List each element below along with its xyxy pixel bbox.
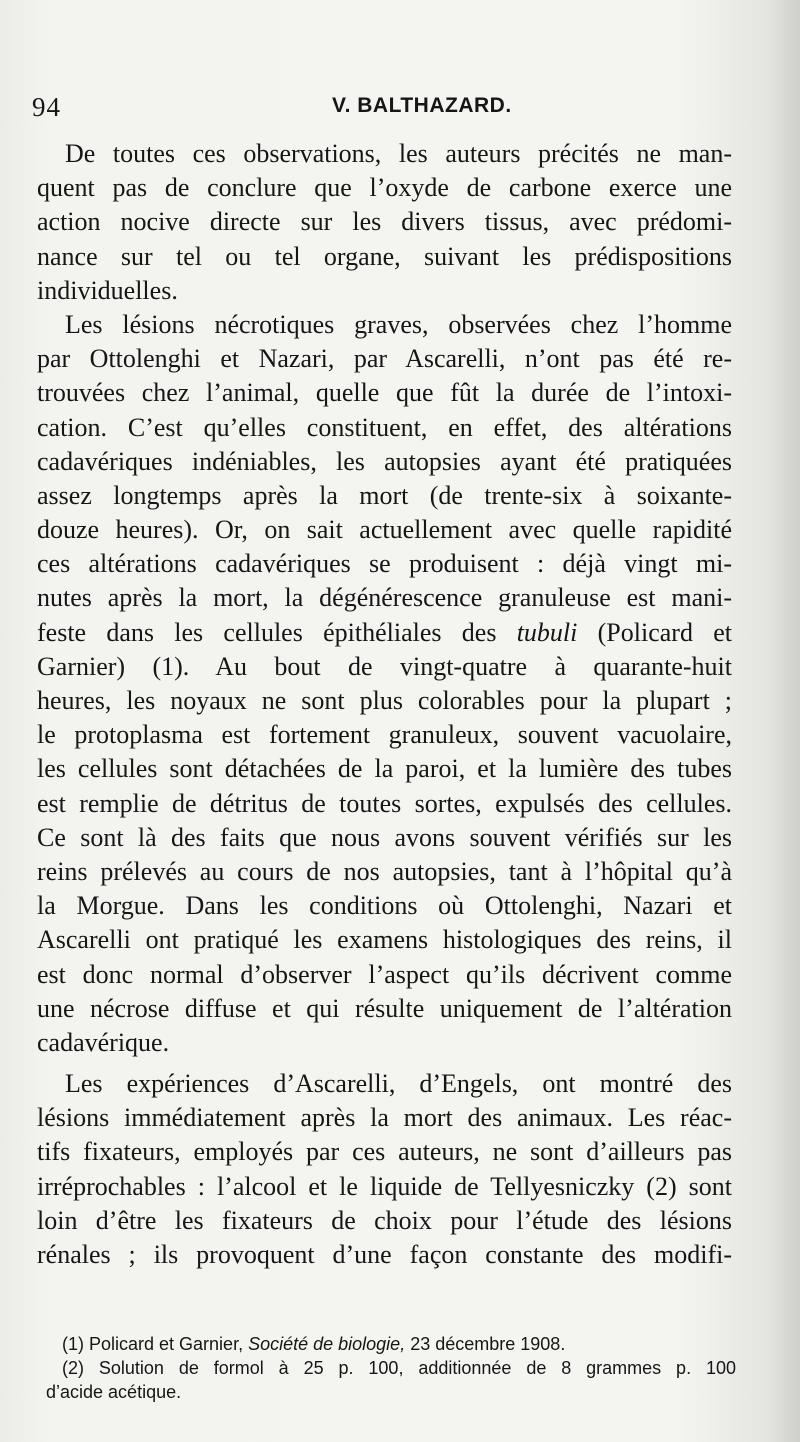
text-line: Ce sont là des faits que nous avons souvent vérifiés sur les	[37, 822, 732, 852]
text-line: nance sur tel ou tel organe, suivant les prédispositions	[37, 241, 732, 271]
page-number: 94	[32, 92, 61, 122]
page-header	[32, 92, 732, 126]
footnote-journal: Société de biologie,	[248, 1334, 406, 1354]
text-line: action nocive directe sur les divers tissus, avec prédomi-	[37, 207, 732, 237]
text-line: reins prélevés au cours de nos autopsies, tant à l’hôpital qu’à	[37, 856, 732, 886]
text-line: Ascarelli ont pratiqué les examens histologiques des reins, il	[37, 925, 732, 955]
text-line: cation. C’est qu’elles constituent, en effet, des altérations	[37, 412, 732, 442]
text-line: loin d’être les fixateurs de choix pour l’étude des lésions	[37, 1205, 732, 1235]
paragraph-1	[37, 137, 732, 308]
text-line: par Ottolenghi et Nazari, par Ascarelli, n’ont pas été re-	[37, 344, 732, 374]
text-line: nutes après la mort, la dégénérescence granuleuse est mani-	[37, 583, 732, 613]
paragraph-gap	[37, 1060, 732, 1067]
body-text	[37, 137, 732, 1272]
text-line: Garnier) (1). Au bout de vingt-quatre à quarante-huit	[37, 651, 732, 681]
text-line: tifs fixateurs, employés par ces auteurs, ne sont d’ailleurs pas	[37, 1137, 732, 1167]
text-line: trouvées chez l’animal, quelle que fût la durée de l’intoxi-	[37, 378, 732, 408]
paragraph-3	[37, 1067, 732, 1272]
text-line: lésions immédiatement après la mort des animaux. Les réac-	[37, 1103, 732, 1133]
text-segment: (Policard et	[577, 617, 732, 647]
running-head: V. BALTHAZARD.	[332, 94, 512, 117]
text-segment: feste dans les cellules épithéliales des	[37, 617, 517, 647]
text-line: Les expériences d’Ascarelli, d’Engels, ont montré des	[65, 1069, 732, 1099]
text-line: De toutes ces observations, les auteurs précités ne man-	[65, 139, 732, 168]
footnote-segment: 23 décembre 1908.	[405, 1334, 566, 1354]
text-line: le protoplasma est fortement granuleux, souvent vacuolaire,	[37, 720, 732, 750]
text-line: irréprochables : l’alcool et le liquide de Tellyesniczky (2) sont	[37, 1171, 732, 1201]
text-line: rénales ; ils provoquent d’une façon constante des modifi-	[37, 1240, 732, 1269]
text-line: assez longtemps après la mort (de trente-six à soixante-	[37, 480, 732, 510]
text-line: Les lésions nécrotiques graves, observées chez l’homme	[65, 309, 732, 339]
footnote-2-continued: d’acide acétique.	[46, 1382, 182, 1402]
text-line: ces altérations cadavériques se produisent : déjà vingt mi-	[37, 549, 732, 579]
text-line: douze heures). Or, on sait actuellement avec quelle rapidité	[37, 515, 732, 545]
text-line: est donc normal d’observer l’aspect qu’ils décrivent comme	[37, 959, 732, 989]
text-line: quent pas de conclure que l’oxyde de carbone exerce une	[37, 173, 732, 203]
footnotes	[46, 1332, 736, 1404]
footnote-1	[46, 1332, 736, 1356]
italic-term: tubuli	[516, 617, 578, 647]
text-line: cadavériques indéniables, les autopsies ayant été pratiquées	[37, 446, 732, 476]
text-line: cadavérique.	[37, 1027, 170, 1057]
text-line	[37, 616, 732, 650]
text-line: les cellules sont détachées de la paroi, et la lumière des tubes	[37, 754, 732, 784]
footnote-segment: (1) Policard et Garnier,	[62, 1334, 249, 1354]
paragraph-2	[37, 308, 732, 1060]
text-line: heures, les noyaux ne sont plus colorables pour la plupart ;	[37, 686, 732, 715]
text-line: individuelles.	[37, 275, 178, 305]
text-line: la Morgue. Dans les conditions où Ottolenghi, Nazari et	[37, 891, 732, 921]
text-line: une nécrose diffuse et qui résulte uniquement de l’altération	[37, 993, 732, 1023]
footnote-2: (2) Solution de formol à 25 p. 100, additionnée de 8 grammes p. 100	[62, 1358, 736, 1378]
text-line: est remplie de détritus de toutes sortes, expulsés des cellules.	[37, 788, 732, 818]
